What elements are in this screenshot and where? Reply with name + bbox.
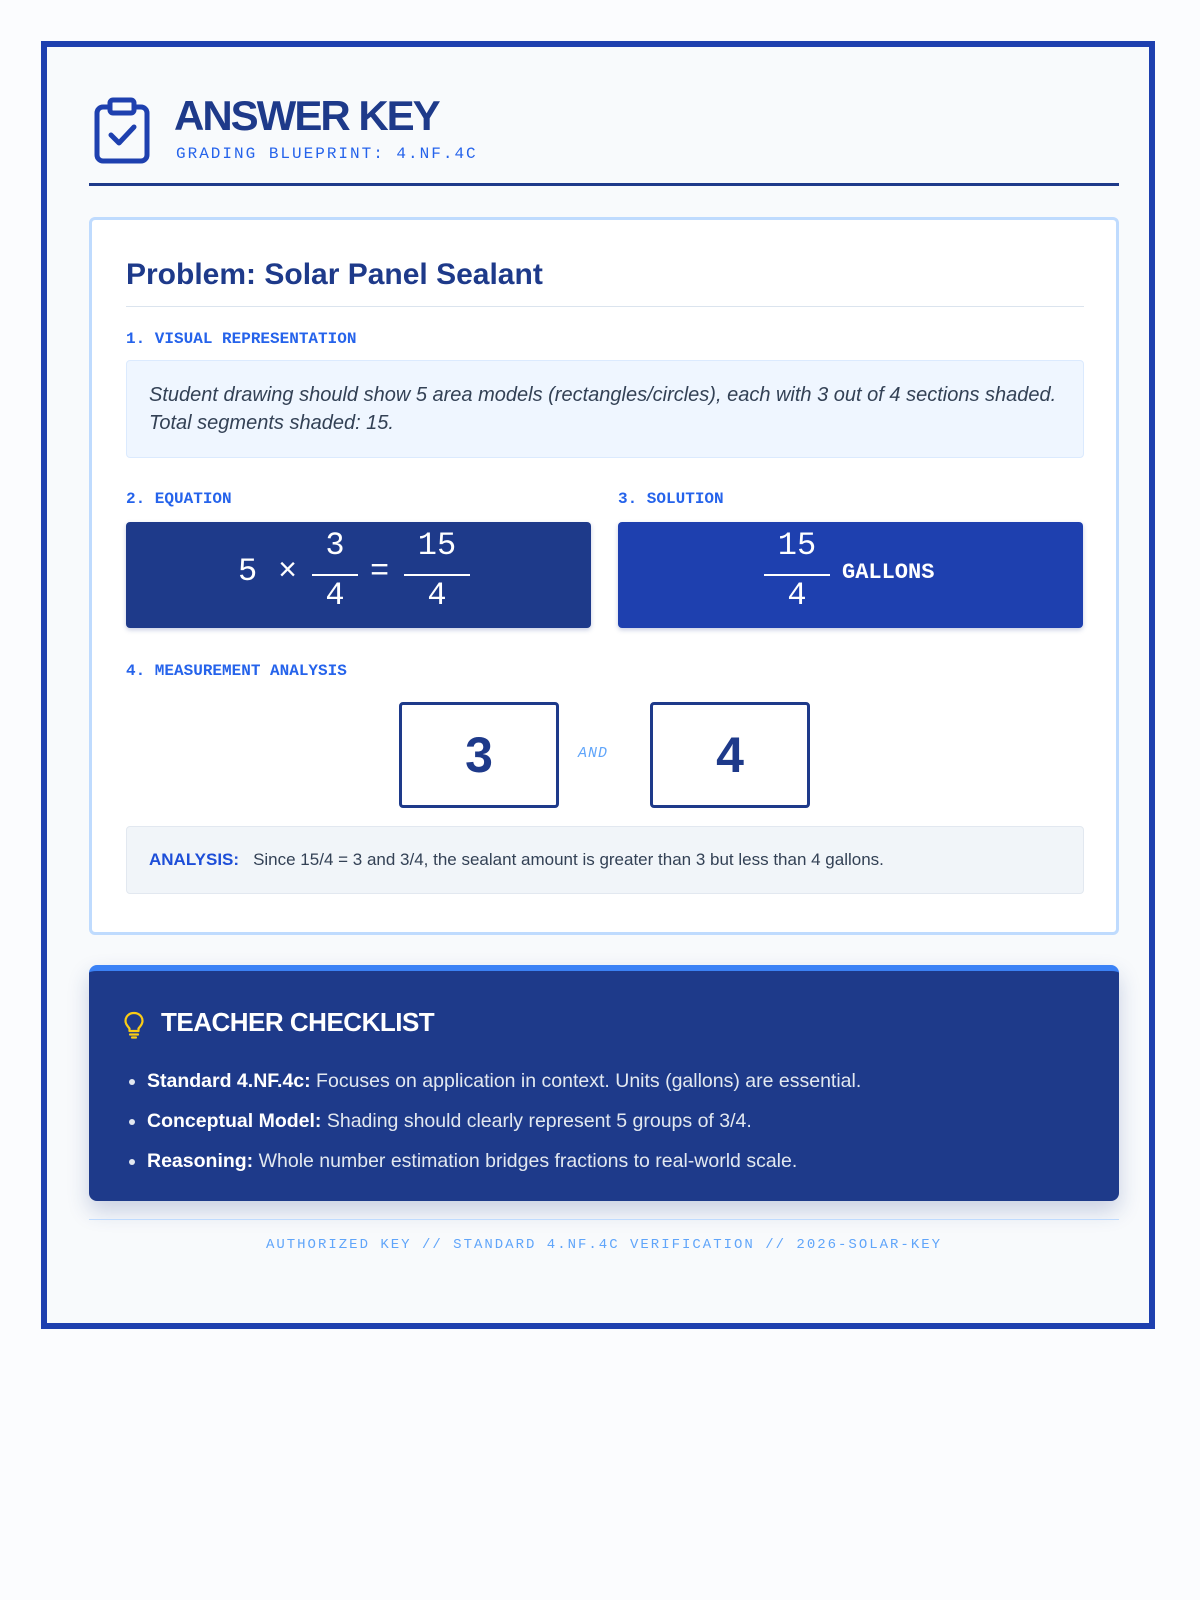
answer-key-page bbox=[41, 41, 1155, 1329]
item-text: Shading should clearly represent 5 groups of 3/4. bbox=[321, 1110, 752, 1132]
checklist-items bbox=[123, 1061, 1107, 1181]
equation-whole: 5 bbox=[238, 553, 258, 590]
equation-label: 2. EQUATION bbox=[126, 490, 232, 508]
analysis-text: Since 15/4 = 3 and 3/4, the sealant amount is greater than 3 but less than 4 gallons. bbox=[253, 850, 884, 869]
analysis-tag: ANALYSIS: bbox=[149, 850, 240, 869]
equation-panel bbox=[126, 522, 591, 628]
measurement-analysis-label: 4. MEASUREMENT ANALYSIS bbox=[126, 662, 347, 680]
equals-sign: = bbox=[370, 553, 390, 590]
fraction-numerator: 3 bbox=[325, 527, 345, 564]
header bbox=[89, 87, 1119, 186]
visual-representation-label: 1. VISUAL REPRESENTATION bbox=[126, 330, 357, 348]
item-text: Whole number estimation bridges fractions to real-world scale. bbox=[253, 1150, 798, 1172]
page-subtitle: GRADING BLUEPRINT: 4.NF.4C bbox=[176, 145, 478, 163]
clipboard-check-icon bbox=[93, 97, 151, 165]
solution-fraction bbox=[764, 522, 830, 628]
fraction-denominator: 4 bbox=[787, 577, 807, 614]
divider bbox=[126, 306, 1084, 307]
fraction-denominator: 4 bbox=[325, 577, 345, 614]
fraction-numerator: 15 bbox=[417, 527, 457, 564]
problem-card bbox=[89, 217, 1119, 935]
page-title: ANSWER KEY bbox=[174, 92, 439, 139]
lightbulb-icon bbox=[123, 1011, 145, 1039]
list-item bbox=[147, 1061, 1107, 1101]
item-term: Conceptual Model: bbox=[147, 1110, 322, 1132]
and-connector: AND bbox=[578, 745, 609, 762]
solution-panel bbox=[618, 522, 1083, 628]
footer-text: AUTHORIZED KEY // STANDARD 4.NF.4C VERIFICATION // 2026-SOLAR-KEY bbox=[265, 1237, 943, 1253]
item-text: Focuses on application in context. Units (gallons) are essential. bbox=[310, 1070, 862, 1092]
fraction-bar bbox=[312, 574, 358, 576]
footer-divider bbox=[89, 1219, 1119, 1220]
solution-unit: GALLONS bbox=[842, 560, 935, 585]
times-sign: × bbox=[278, 553, 298, 590]
fraction-bar bbox=[764, 574, 830, 576]
solution-label: 3. SOLUTION bbox=[618, 490, 724, 508]
fraction-numerator: 15 bbox=[777, 527, 817, 564]
analysis-box bbox=[126, 826, 1084, 894]
list-item bbox=[147, 1101, 1107, 1141]
item-term: Standard 4.NF.4c: bbox=[147, 1070, 311, 1092]
list-item bbox=[147, 1141, 1107, 1181]
equation-fraction-right bbox=[404, 522, 470, 628]
item-term: Reasoning: bbox=[147, 1150, 254, 1172]
problem-title: Problem: Solar Panel Sealant bbox=[126, 258, 543, 291]
visual-representation-text: Student drawing should show 5 area models (rectangles/circles), each with 3 out of 4 sections shaded. Total segments shaded: 15. bbox=[126, 360, 1084, 458]
equation-fraction-left bbox=[312, 522, 358, 628]
fraction-bar bbox=[404, 574, 470, 576]
fraction-denominator: 4 bbox=[427, 577, 447, 614]
lower-bound-box: 3 bbox=[399, 702, 559, 808]
teacher-checklist bbox=[89, 965, 1119, 1201]
upper-bound-box: 4 bbox=[650, 702, 810, 808]
checklist-title: TEACHER CHECKLIST bbox=[161, 1007, 435, 1037]
